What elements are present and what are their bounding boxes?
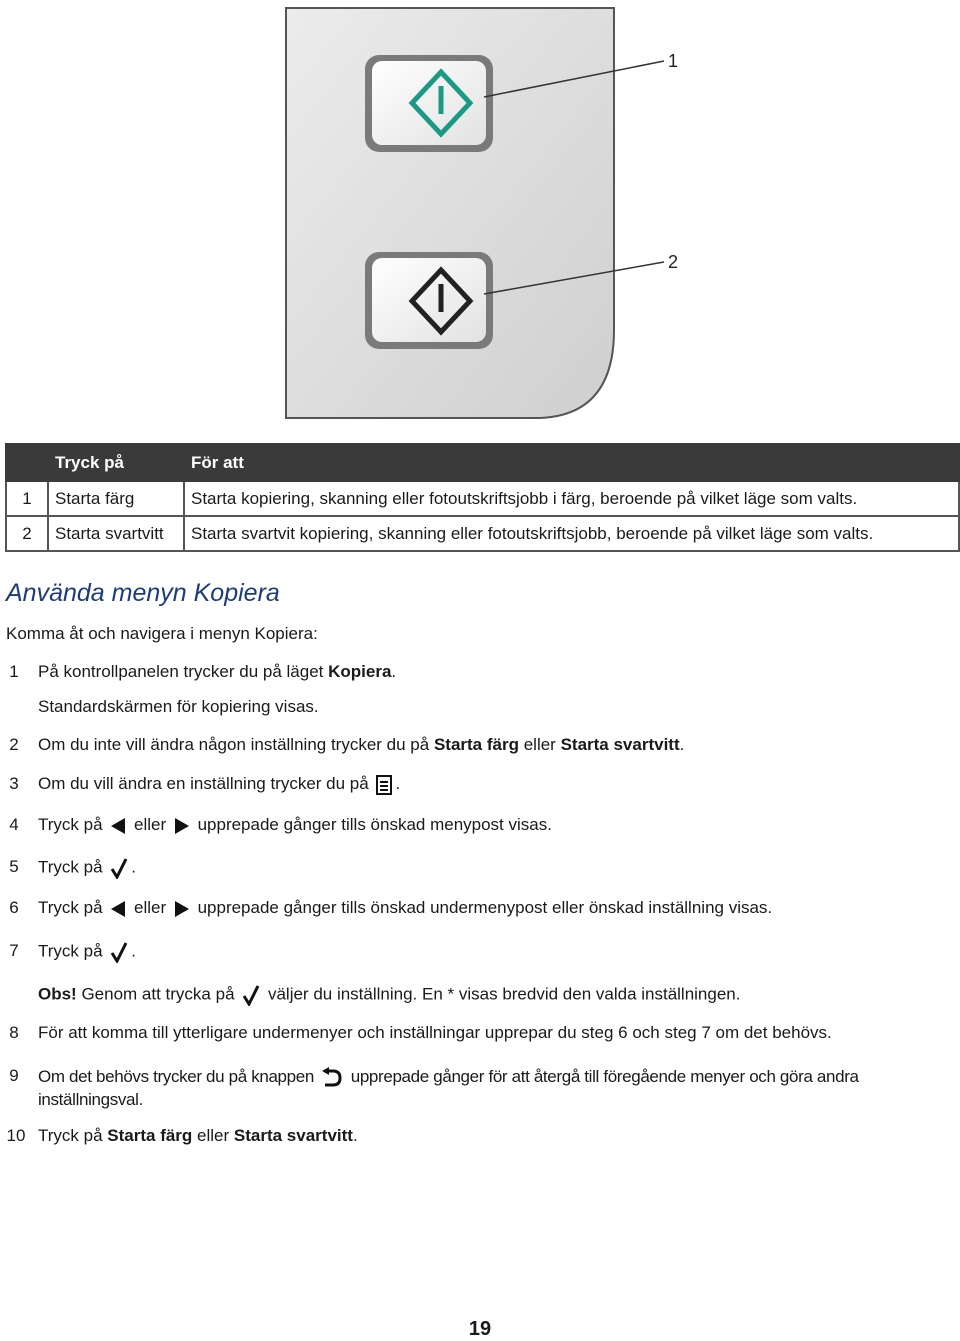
note-text-end: väljer du inställning. En * visas bredvid den valda inställningen. bbox=[263, 984, 741, 1004]
left-arrow-icon bbox=[110, 817, 126, 835]
step-number: 3 bbox=[9, 774, 19, 793]
step-text-end: . bbox=[679, 735, 685, 754]
step-bold-term: Kopiera bbox=[328, 662, 392, 681]
step-text bbox=[38, 774, 400, 795]
step-number: 4 bbox=[9, 815, 19, 834]
step-text bbox=[38, 898, 772, 918]
step-text-part: eller bbox=[129, 815, 171, 834]
note-text-part: Genom att trycka på bbox=[76, 984, 240, 1004]
step-text: För att komma till ytterligare undermenyer och inställningar upprepar du steg 6 och steg 7 om det behövs. bbox=[38, 1023, 832, 1042]
button-function-table bbox=[5, 443, 960, 552]
control-panel-drawing bbox=[0, 0, 960, 425]
step-text-part: Om det behövs trycker du på knappen bbox=[38, 1067, 319, 1086]
step-text bbox=[38, 941, 136, 963]
step-text bbox=[38, 1126, 358, 1146]
step-number: 10 bbox=[6, 1126, 26, 1145]
step-text-part: Tryck på bbox=[38, 898, 108, 917]
step-number: 9 bbox=[9, 1066, 19, 1085]
step-text-part: eller bbox=[192, 1126, 234, 1145]
table-header-row bbox=[6, 444, 959, 481]
checkmark-icon bbox=[110, 941, 128, 963]
table-header-press: Tryck på bbox=[48, 444, 184, 481]
left-arrow-icon bbox=[110, 900, 126, 918]
row-description: Starta svartvit kopiering, skanning eller fotoutskriftsjobb, beroende på vilket läge som valts. bbox=[184, 516, 959, 551]
checkmark-icon bbox=[242, 984, 260, 1006]
section-heading: Använda menyn Kopiera bbox=[6, 579, 280, 607]
row-number: 2 bbox=[6, 516, 48, 551]
step-bold-term: Starta färg bbox=[107, 1126, 193, 1145]
step-text-end: . bbox=[352, 1126, 358, 1145]
row-button-name: Starta svartvitt bbox=[48, 516, 184, 551]
start-black-button bbox=[365, 252, 493, 349]
step-bold-term: Starta färg bbox=[433, 735, 519, 754]
step-text-part: På kontrollpanelen trycker du på läget bbox=[38, 662, 329, 681]
step-text-part: Tryck på bbox=[38, 1126, 108, 1145]
note-label: Obs! bbox=[38, 984, 77, 1004]
step-text bbox=[38, 735, 684, 755]
step-number: 5 bbox=[9, 857, 19, 876]
step-bold-term: Starta svartvitt bbox=[233, 1126, 353, 1145]
row-button-name: Starta färg bbox=[48, 481, 184, 516]
step-text-end: . bbox=[395, 774, 401, 793]
step-text-end: upprepade gånger för att återgå till föregående menyer och göra andra inställningsval. bbox=[38, 1067, 859, 1109]
table-row bbox=[6, 516, 959, 551]
table-header-number bbox=[6, 444, 48, 481]
step-text-end: upprepade gånger tills önskad undermenypost eller önskad inställning visas. bbox=[192, 898, 773, 917]
step-text-part: Om du inte vill ändra någon inställning trycker du på bbox=[38, 735, 434, 754]
table-row bbox=[6, 481, 959, 516]
step-text-part: Tryck på bbox=[38, 941, 108, 961]
checkmark-icon bbox=[110, 857, 128, 879]
row-description: Starta kopiering, skanning eller fotoutskriftsjobb i färg, beroende på vilket läge som valts. bbox=[184, 481, 959, 516]
note-text bbox=[38, 984, 740, 1006]
step-number: 1 bbox=[9, 662, 19, 681]
step-text bbox=[38, 815, 552, 835]
start-color-button bbox=[365, 55, 493, 152]
step-text-part: eller bbox=[518, 735, 561, 754]
section-intro: Komma åt och navigera i menyn Kopiera: bbox=[6, 624, 318, 643]
callout-number-2: 2 bbox=[668, 252, 679, 272]
right-arrow-icon bbox=[174, 817, 190, 835]
step-text-part: Tryck på bbox=[38, 857, 108, 877]
step-note-text: Standardskärmen för kopiering visas. bbox=[38, 697, 319, 716]
page-number: 19 bbox=[468, 1318, 492, 1340]
step-text-end: . bbox=[131, 857, 137, 877]
step-text-part: Tryck på bbox=[38, 815, 108, 834]
step-text-part: Om du vill ändra en inställning trycker du på bbox=[38, 774, 374, 793]
step-text bbox=[38, 1066, 960, 1111]
step-text bbox=[38, 857, 136, 879]
step-number: 8 bbox=[9, 1023, 19, 1042]
step-text-end: . bbox=[391, 662, 397, 681]
step-text-end: . bbox=[131, 941, 137, 961]
step-number: 2 bbox=[9, 735, 19, 754]
table-header-purpose: För att bbox=[184, 444, 959, 481]
step-text-part: eller bbox=[129, 898, 171, 917]
step-number: 7 bbox=[9, 941, 19, 960]
callout-number-1: 1 bbox=[668, 51, 679, 71]
menu-icon bbox=[376, 775, 392, 795]
step-text-end: upprepade gånger tills önskad menypost visas. bbox=[192, 815, 552, 834]
step-bold-term: Starta svartvitt bbox=[560, 735, 680, 754]
step-number: 6 bbox=[9, 898, 19, 917]
right-arrow-icon bbox=[174, 900, 190, 918]
back-icon bbox=[321, 1067, 343, 1089]
row-number: 1 bbox=[6, 481, 48, 516]
control-panel-illustration bbox=[0, 0, 960, 425]
step-text bbox=[38, 662, 396, 682]
